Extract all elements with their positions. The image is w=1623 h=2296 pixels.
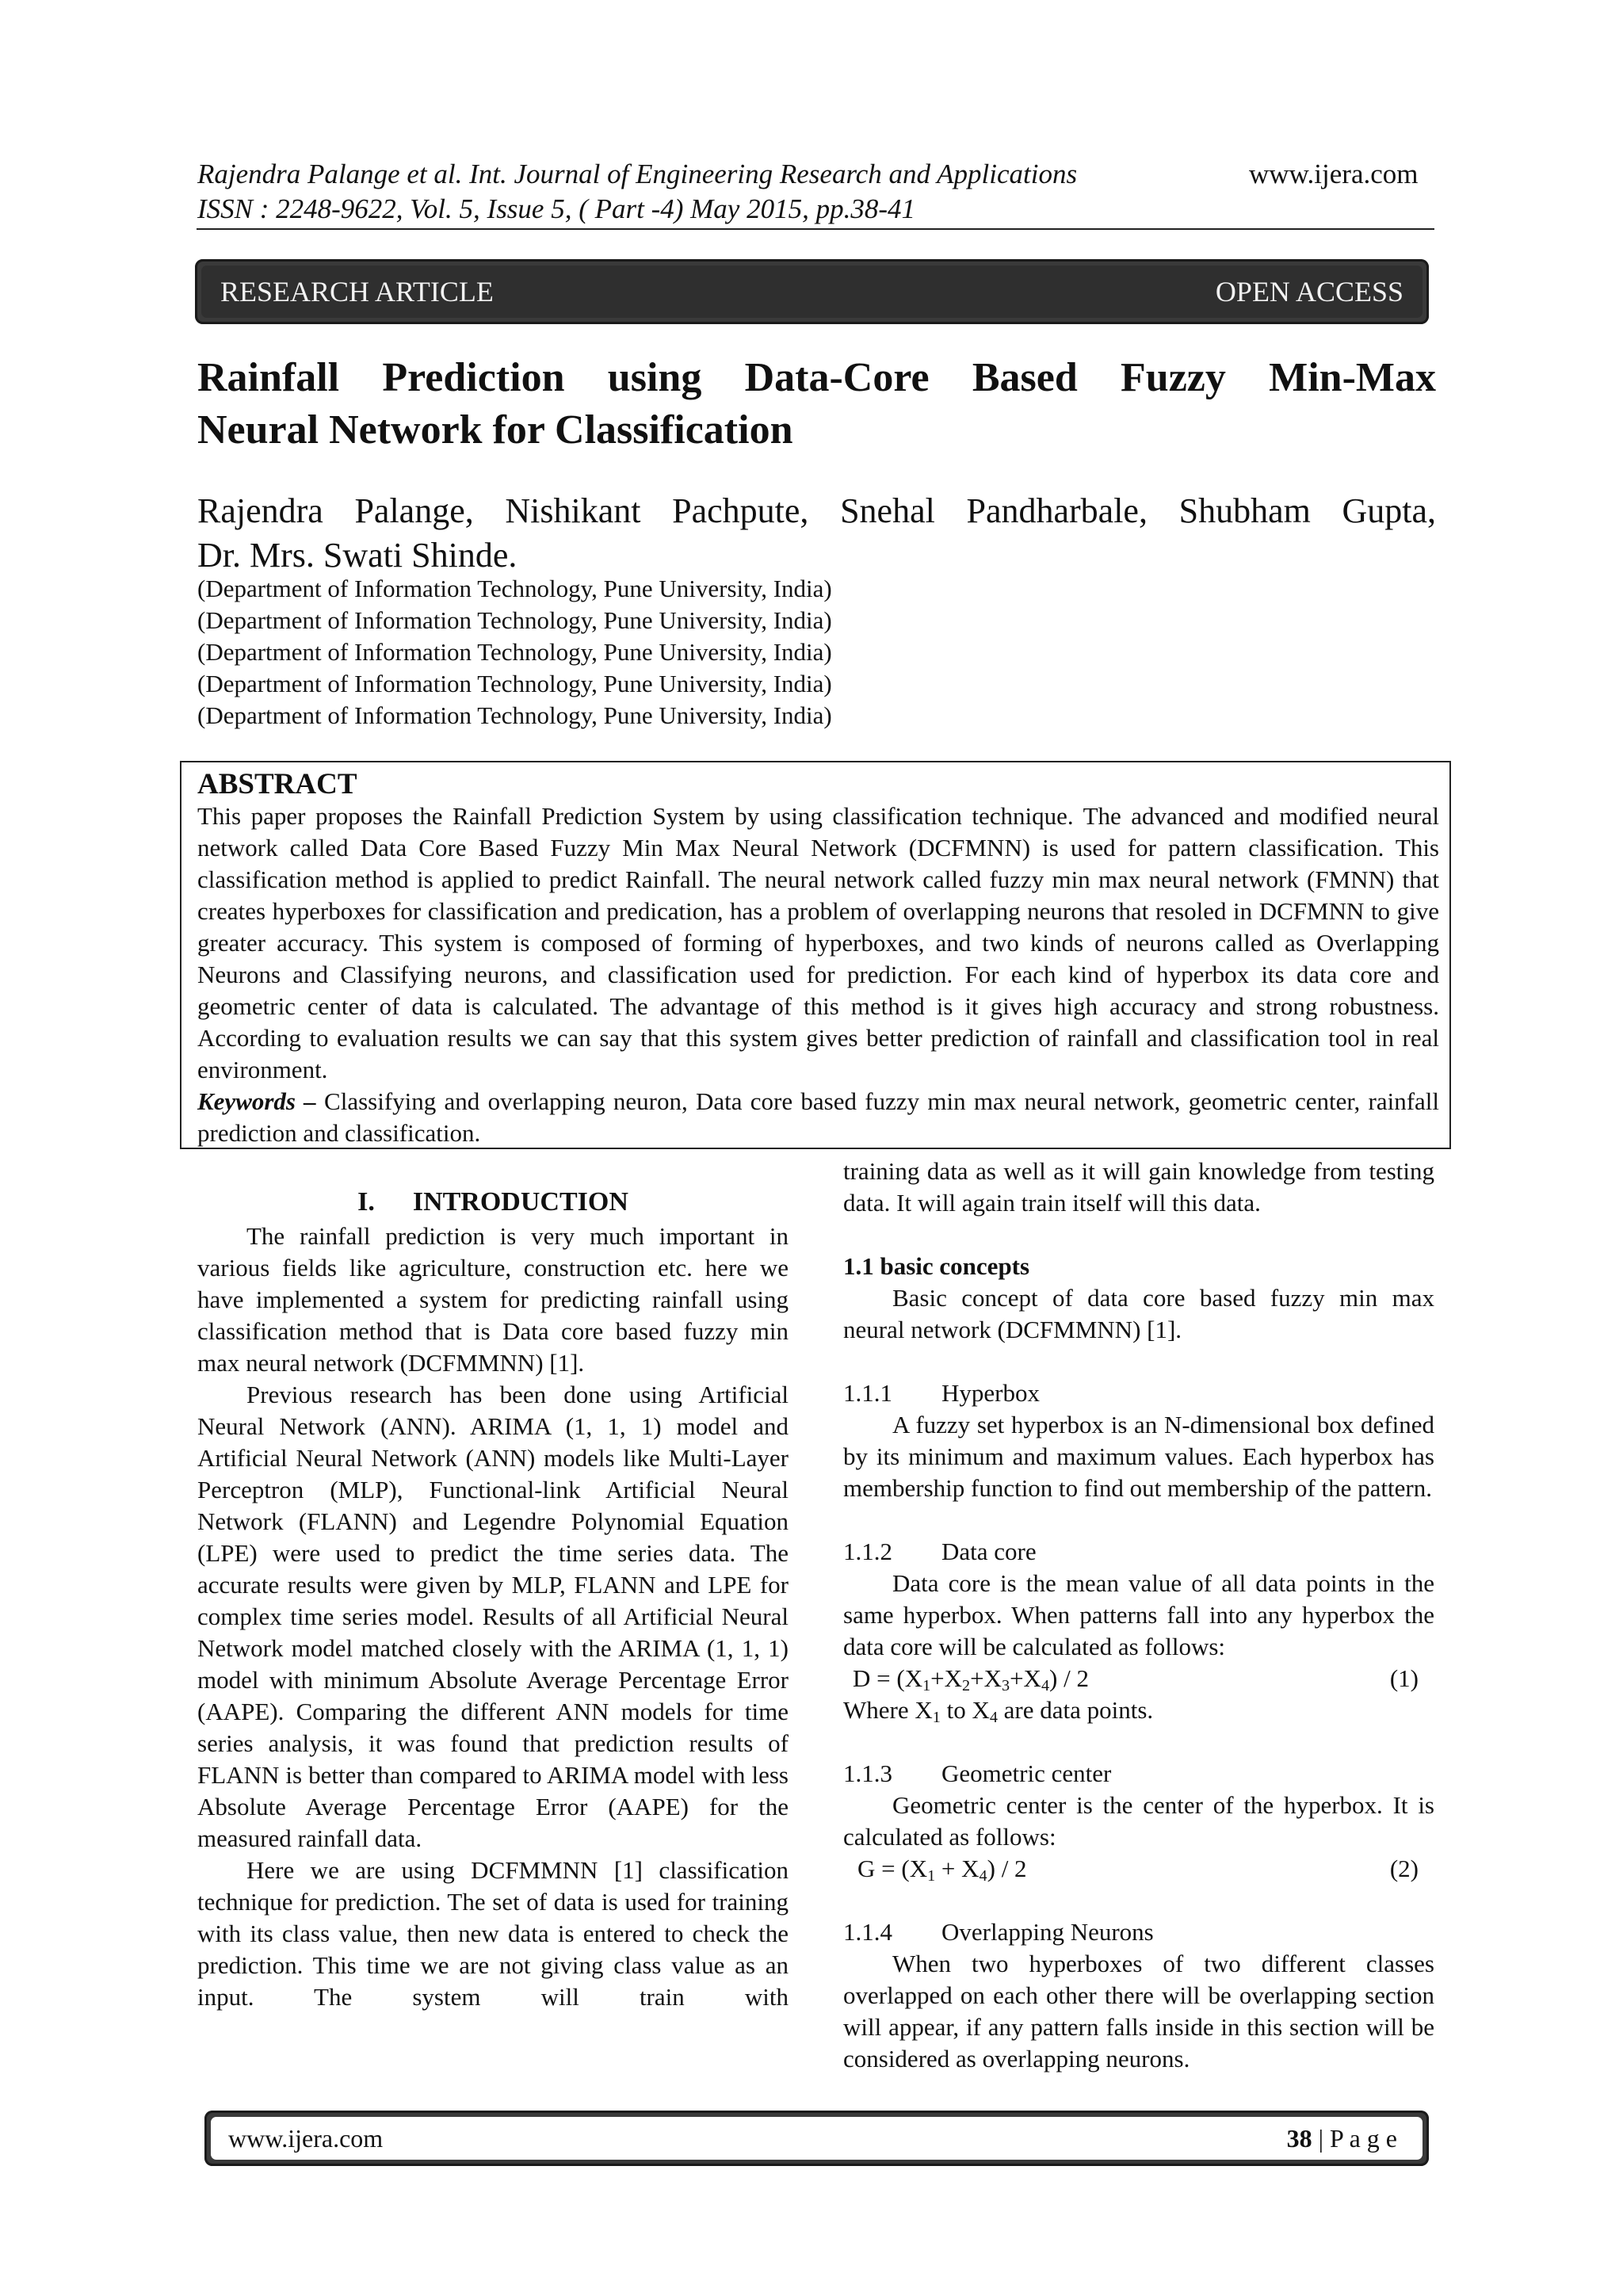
basic-concepts-text: Basic concept of data core based fuzzy min max neural network (DCFMMNN) [1]. bbox=[843, 1284, 1434, 1343]
abstract-heading: ABSTRACT bbox=[197, 768, 357, 800]
journal-website[interactable]: www.ijera.com bbox=[1249, 159, 1419, 189]
keywords-label: Keywords – bbox=[197, 1087, 316, 1115]
affiliation-5: (Department of Information Technology, Pune University, India) bbox=[197, 701, 832, 729]
section-number: I. bbox=[357, 1187, 375, 1217]
page-footer bbox=[204, 2111, 1429, 2166]
open-access-label: OPEN ACCESS bbox=[1215, 276, 1403, 308]
affiliations bbox=[197, 573, 832, 732]
abstract-text bbox=[197, 800, 1439, 1149]
right-column-text bbox=[843, 1156, 1434, 2075]
equation-1 bbox=[843, 1663, 1434, 1694]
subsection-1-1-4: 1.1.4 Overlapping Neurons bbox=[843, 1918, 1154, 1946]
continued-paragraph: training data as well as it will gain knowledge from testing data. It will again train itself will this data. bbox=[843, 1157, 1434, 1217]
equation-1-number: (1) bbox=[1389, 1664, 1419, 1692]
abstract-body: This paper proposes the Rainfall Prediction System by using classification technique. The advanced and modified neural network called Data Core Based Fuzzy Min Max Neural Network (DCFMNN) is used for pattern classification. This classification method is applied to predict Rainfall. The neural network called fuzzy min max neural network (FMNN) that creates hyperboxes for classification and predication, has a problem of overlapping neurons that resoled in DCFMNN to give greater accuracy. This system is composed of forming of hyperboxes, and two kinds of neurons called as Overlapping Neurons and Classifying neurons, and classification used for prediction. For each kind of hyperbox its data core and geometric center of data is calculated. The advantage of this method is it gives high accuracy and strong robustness. According to evaluation results we can say that this system gives better prediction of rainfall and classification tool in real environment. bbox=[197, 802, 1439, 1083]
subsection-1-1-3: 1.1.3 Geometric center bbox=[843, 1759, 1112, 1787]
equation-2 bbox=[843, 1853, 1434, 1885]
equation-2-number: (2) bbox=[1389, 1855, 1419, 1882]
equation-1-formula: $D = (X_1+X_2+X_3+X_4) / 2$ bbox=[853, 1664, 1089, 1695]
author-list bbox=[197, 489, 1436, 578]
page-label: | P a g e bbox=[1312, 2124, 1397, 2153]
equation-1-where: Where $X_1$ to $X_4$ are data points. bbox=[843, 1696, 1154, 1727]
introduction-heading bbox=[197, 1186, 789, 1218]
footer-website[interactable]: www.ijera.com bbox=[228, 2124, 384, 2153]
title-line-1: Rainfall Prediction using Data-Core Based Fuzzy Min-Max bbox=[197, 355, 1436, 400]
data-core-text: Data core is the mean value of all data points in the same hyperbox. When patterns fall into any hyperbox the data core will be calculated as follows: bbox=[843, 1569, 1434, 1660]
affiliation-3: (Department of Information Technology, Pune University, India) bbox=[197, 638, 832, 666]
affiliation-4: (Department of Information Technology, Pune University, India) bbox=[197, 670, 832, 697]
paper-title bbox=[197, 352, 1436, 457]
journal-citation-line1: Rajendra Palange et al. Int. Journal of Engineering Research and Applications bbox=[197, 159, 1078, 189]
journal-citation-line2: ISSN : 2248-9622, Vol. 5, Issue 5, ( Part -4) May 2015, pp.38-41 bbox=[197, 193, 916, 224]
subsection-1-1-2: 1.1.2 Data core bbox=[843, 1538, 1037, 1565]
authors-line-2: Dr. Mrs. Swati Shinde. bbox=[197, 536, 517, 575]
article-type-banner bbox=[195, 259, 1429, 324]
subsection-1-1-1: 1.1.1 Hyperbox bbox=[843, 1379, 1040, 1407]
intro-paragraph-1: The rainfall prediction is very much important in various fields like agriculture, construction etc. here we have implemented a system for predicting rainfall using classification method that is Data core based fuzzy min max neural network (DCFMMNN) [1]. bbox=[197, 1222, 789, 1377]
section-title: INTRODUCTION bbox=[412, 1187, 628, 1217]
affiliation-2: (Department of Information Technology, Pune University, India) bbox=[197, 606, 832, 634]
intro-paragraph-3: Here we are using DCFMMNN [1] classification technique for prediction. The set of data is used for training with its class value, then new data is entered to check the prediction. This time we are not giving class value as an input. The system will train with bbox=[197, 1856, 789, 2011]
keywords-text: Classifying and overlapping neuron, Data core based fuzzy min max neural network, geometric center, rainfall prediction and classification. bbox=[197, 1087, 1439, 1147]
basic-concepts-heading: 1.1 basic concepts bbox=[843, 1252, 1030, 1280]
footer-inner bbox=[211, 2117, 1423, 2160]
hyperbox-text: A fuzzy set hyperbox is an N-dimensional box defined by its minimum and maximum values. Each hyperbox has membership function to find out membership of the pattern. bbox=[843, 1411, 1434, 1502]
research-article-label: RESEARCH ARTICLE bbox=[220, 276, 494, 308]
affiliation-1: (Department of Information Technology, Pune University, India) bbox=[197, 575, 832, 602]
overlapping-neurons-text: When two hyperboxes of two different classes overlapped on each other there will be overlapping section will appear, if any pattern falls inside in this section will be considered as overlapping neurons. bbox=[843, 1950, 1434, 2073]
title-line-2: Neural Network for Classification bbox=[197, 407, 793, 453]
geometric-center-text: Geometric center is the center of the hyperbox. It is calculated as follows: bbox=[843, 1791, 1434, 1851]
footer-page bbox=[1287, 2123, 1397, 2153]
keywords bbox=[197, 1086, 1439, 1149]
intro-paragraph-2: Previous research has been done using Artificial Neural Network (ANN). ARIMA (1, 1, 1) model and Artificial Neural Network (ANN) models like Multi-Layer Perceptron (MLP), Functional-link Artificial Neural Network (FLANN) and Legendre Polynomial Equation (LPE) were used to predict the time series data. The accurate results were given by MLP, FLANN and LPE for complex time series model. Results of all Artificial Neural Network model matched closely with the ARIMA (1, 1, 1) model with minimum Absolute Average Percentage Error (AAPE). Comparing the different ANN models for time series analysis, it was found that prediction results of FLANN is better than compared to ARIMA model with less Absolute Average Percentage Error (AAPE) for the measured rainfall data. bbox=[197, 1381, 789, 1852]
header-divider bbox=[197, 228, 1434, 230]
equation-2-formula: $G = (X_1 + X_4) / 2$ bbox=[857, 1855, 1027, 1885]
left-column-text bbox=[197, 1221, 789, 2013]
authors-line-1: Rajendra Palange, Nishikant Pachpute, Snehal Pandharbale, Shubham Gupta, bbox=[197, 491, 1436, 530]
page-number: 38 bbox=[1286, 2124, 1312, 2153]
